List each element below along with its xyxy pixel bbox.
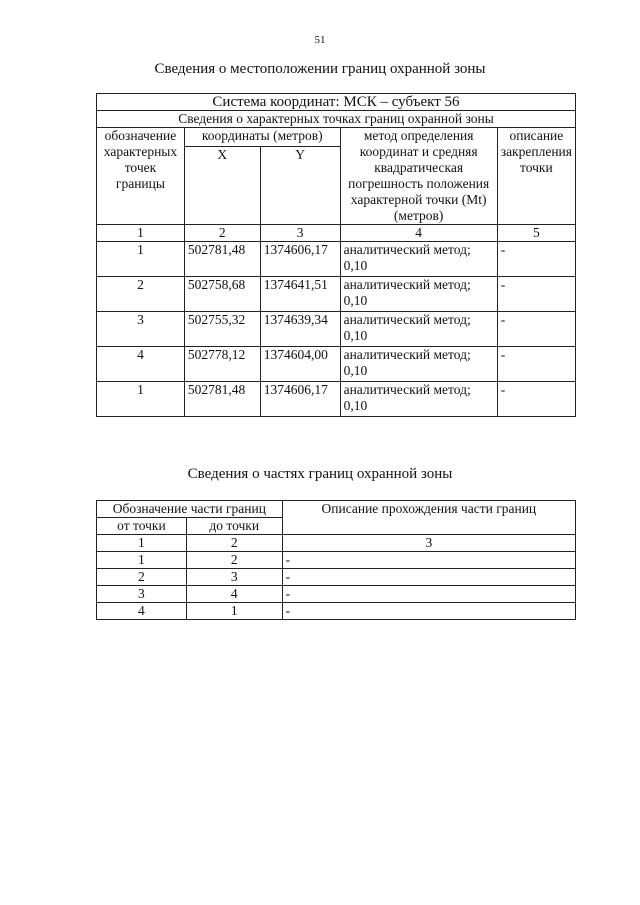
y-cell: 1374606,17: [260, 382, 340, 417]
y-cell: 1374604,00: [260, 347, 340, 382]
parts-table: [96, 500, 576, 620]
from-cell: 1: [97, 552, 187, 569]
section1-title: Сведения о местоположении границ охранной зоны: [154, 61, 486, 77]
points-table: [96, 93, 576, 417]
colnum: 2: [184, 225, 260, 242]
desc-cell: -: [497, 347, 575, 382]
x-cell: 502758,68: [184, 277, 260, 312]
point-cell: 1: [97, 242, 185, 277]
colnum: 1: [97, 225, 185, 242]
to-cell: 1: [186, 603, 282, 620]
header-point: обозначение характерных точек границы: [97, 128, 185, 225]
part-desc-cell: -: [282, 552, 575, 569]
header-part: Обозначение части границ: [97, 501, 283, 518]
desc-cell: -: [497, 277, 575, 312]
coord-system-cell: Система координат: МСК – субъект 56: [97, 94, 576, 111]
x-cell: 502781,48: [184, 242, 260, 277]
header-desc: описание закрепления точки: [497, 128, 575, 225]
colnum: 3: [260, 225, 340, 242]
table-row: [97, 277, 576, 312]
part-desc-cell: -: [282, 603, 575, 620]
table-row: [97, 586, 576, 603]
y-cell: 1374641,51: [260, 277, 340, 312]
method-cell: аналитический метод; 0,10: [340, 347, 497, 382]
method-cell: аналитический метод; 0,10: [340, 277, 497, 312]
to-cell: 4: [186, 586, 282, 603]
colnum: 3: [282, 535, 575, 552]
part-desc-cell: -: [282, 569, 575, 586]
x-cell: 502755,32: [184, 312, 260, 347]
table-row: [97, 603, 576, 620]
point-cell: 1: [97, 382, 185, 417]
colnum: 4: [340, 225, 497, 242]
desc-cell: -: [497, 312, 575, 347]
table-row: [97, 382, 576, 417]
y-cell: 1374606,17: [260, 242, 340, 277]
section2-title: Сведения о частях границ охранной зоны: [187, 466, 453, 482]
colnum: 1: [97, 535, 187, 552]
to-cell: 3: [186, 569, 282, 586]
point-cell: 4: [97, 347, 185, 382]
part-desc-cell: -: [282, 586, 575, 603]
points-caption-cell: Сведения о характерных точках границ охранной зоны: [97, 111, 576, 128]
desc-cell: -: [497, 242, 575, 277]
method-cell: аналитический метод; 0,10: [340, 242, 497, 277]
from-cell: 2: [97, 569, 187, 586]
header-y: Y: [260, 147, 340, 225]
header-x: X: [184, 147, 260, 225]
colnum: 2: [186, 535, 282, 552]
header-from: от точки: [97, 518, 187, 535]
table-row: [97, 242, 576, 277]
table-row: [97, 552, 576, 569]
header-coords: координаты (метров): [184, 128, 340, 147]
x-cell: 502778,12: [184, 347, 260, 382]
method-cell: аналитический метод; 0,10: [340, 312, 497, 347]
table-row: [97, 312, 576, 347]
from-cell: 4: [97, 603, 187, 620]
header-part-desc: Описание прохождения части границ: [282, 501, 575, 535]
desc-cell: -: [497, 382, 575, 417]
table-row: [97, 347, 576, 382]
point-cell: 2: [97, 277, 185, 312]
x-cell: 502781,48: [184, 382, 260, 417]
point-cell: 3: [97, 312, 185, 347]
colnum: 5: [497, 225, 575, 242]
method-cell: аналитический метод; 0,10: [340, 382, 497, 417]
from-cell: 3: [97, 586, 187, 603]
page-number: 51: [314, 34, 326, 46]
y-cell: 1374639,34: [260, 312, 340, 347]
to-cell: 2: [186, 552, 282, 569]
table-row: [97, 569, 576, 586]
header-to: до точки: [186, 518, 282, 535]
header-method: метод определения координат и средняя квадратическая погрешность положения характерной точки (Mt) (метров): [340, 128, 497, 225]
